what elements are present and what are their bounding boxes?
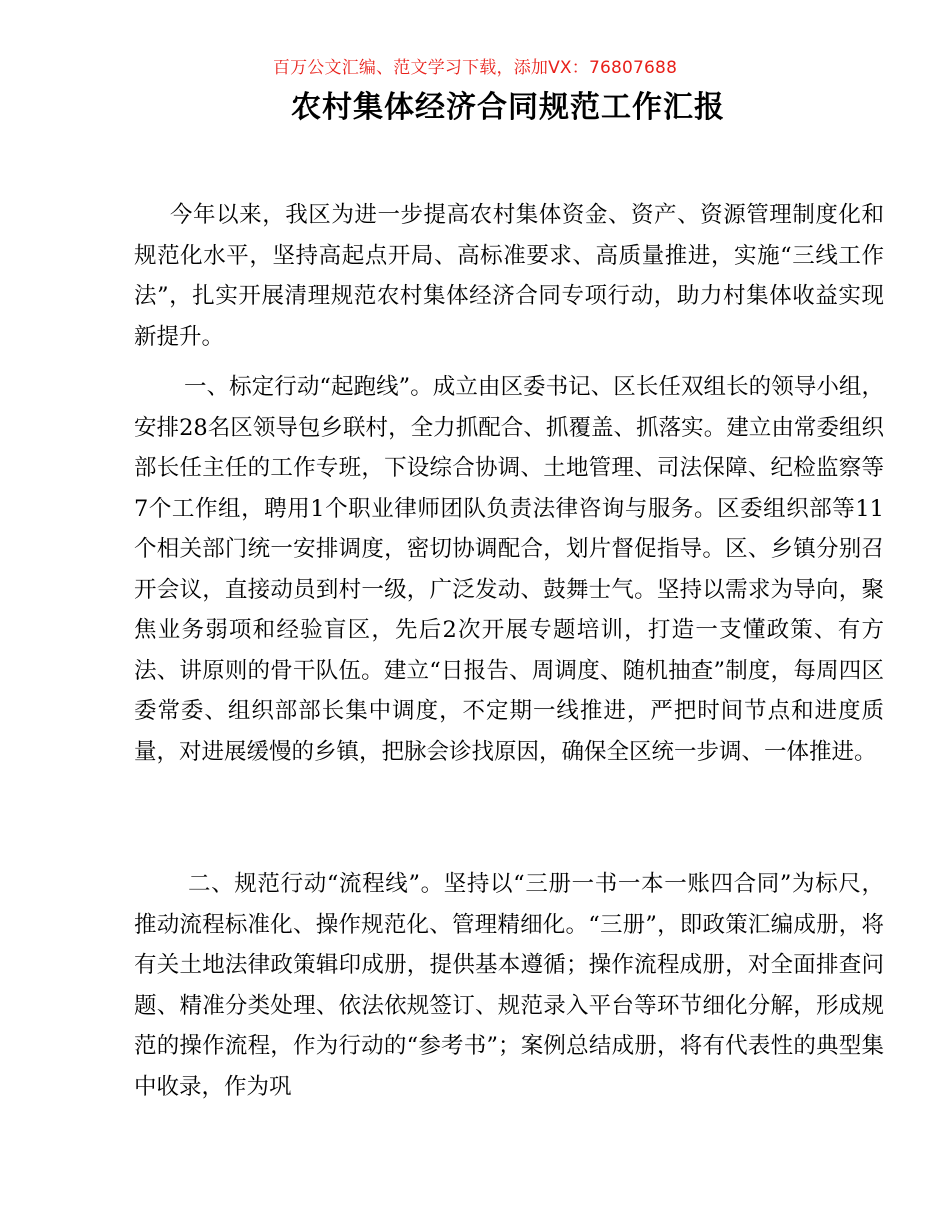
watermark-text: 百万公文汇编、范文学习下载，添加VX：76807688 bbox=[272, 58, 678, 78]
paragraph-intro: 今年以来，我区为进一步提高农村集体资金、资产、资源管理制度化和规范化水平，坚持高起点开局、高标准要求、高质量推进，实施“三线工作法”，扎实开展清理规范农村集体经济合同专项行动，助力村集体收益实现新提升。 bbox=[134, 202, 884, 350]
paragraph-section-2: 二、规范行动“流程线”。坚持以“三册一书一本一账四合同”为标尺，推动流程标准化、操作规范化、管理精细化。“三册”，即政策汇编成册，将有关土地法律政策辑印成册，提供基本遵循；操作流程成册，对全面排查问题、精准分类处理、依法依规签订、规范录入平台等环节细化分解，形成规范的操作流程，作为行动的“参考书”；案例总结成册，将有代表性的典型集中收录，作为巩 bbox=[134, 871, 884, 1100]
document-title: 农村集体经济合同规范工作汇报 bbox=[291, 90, 725, 125]
paragraph-section-1: 一、标定行动“起跑线”。成立由区委书记、区长任双组长的领导小组，安排28名区领导包乡联村，全力抓配合、抓覆盖、抓落实。建立由常委组织部长任主任的工作专班，下设综合协调、土地管理、司法保障、纪检监察等7个工作组，聘用1个职业律师团队负责法律咨询与服务。区委组织部等11个相关部门统一安排调度，密切协调配合，划片督促指导。区、乡镇分别召开会议，直接动员到村一级，广泛发动、鼓舞士气。坚持以需求为导向，聚焦业务弱项和经验盲区，先后2次开展专题培训，打造一支懂政策、有方法、讲原则的骨干队伍。建立“日报告、周调度、随机抽查”制度，每周四区委常委、组织部部长集中调度，不定期一线推进，严把时间节点和进度质量，对进展缓慢的乡镇，把脉会诊找原因，确保全区统一步调、一体推进。 bbox=[134, 374, 884, 765]
